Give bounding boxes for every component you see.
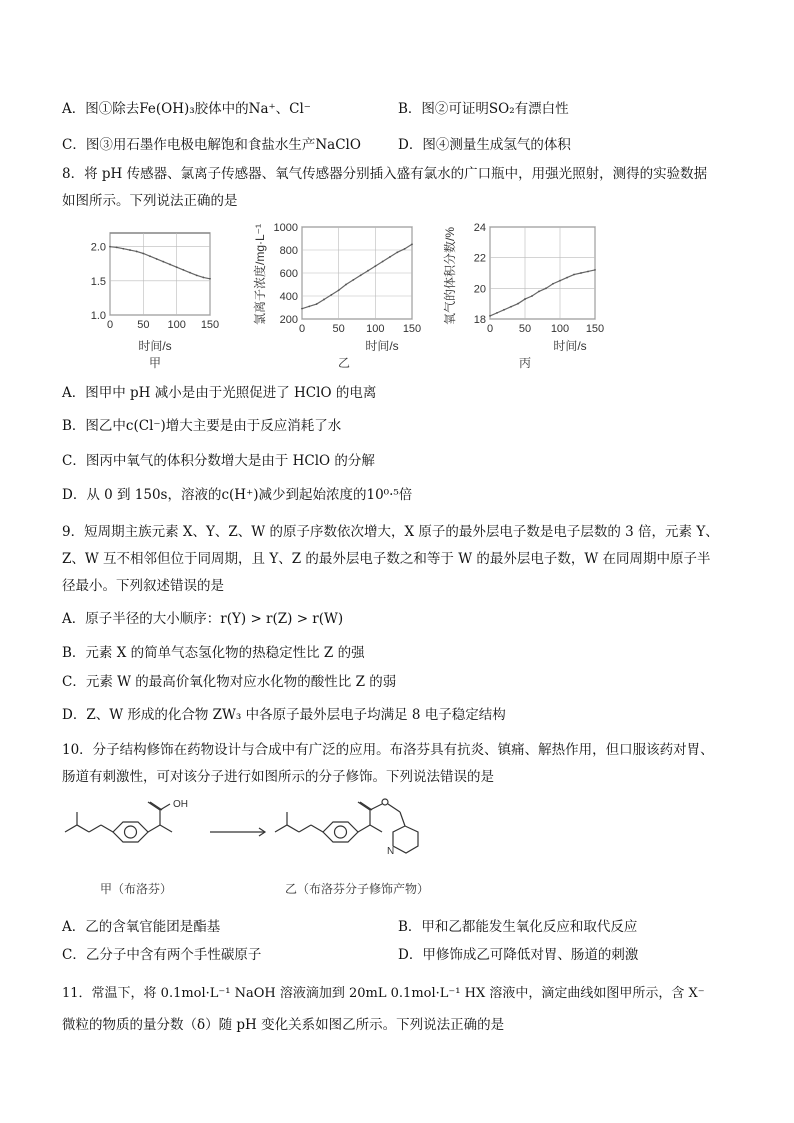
x-tick-label: 150: [200, 319, 220, 331]
data-point: [538, 291, 540, 293]
q9-option-b: B．元素 X 的简单气态氢化物的热稳定性比 Z 的强: [62, 645, 365, 661]
q7-option-a: A．图①除去Fe(OH)₃胶体中的Na⁺、Cl⁻: [62, 101, 311, 117]
data-point: [531, 295, 533, 297]
data-point: [374, 265, 376, 267]
data-point: [489, 315, 491, 317]
series-line: [490, 270, 595, 316]
x-tick-label: 0: [298, 323, 306, 335]
q10-option-d: D．甲修饰成乙可降低对胃、肠道的刺激: [398, 947, 639, 963]
q9-stem-line3: 径最小。下列叙述错误的是: [62, 578, 224, 594]
data-point: [323, 299, 325, 301]
q10-option-a: A．乙的含氧官能团是酯基: [62, 919, 221, 935]
n-label: N: [387, 846, 395, 857]
y-tick-label: 24: [473, 222, 486, 234]
x-tick-label: 0: [486, 323, 494, 335]
q8-stem-line2: 如图所示。下列说法正确的是: [62, 193, 238, 209]
data-point: [149, 255, 151, 257]
data-point: [503, 309, 505, 311]
chart-yi: [252, 215, 427, 370]
q9-option-a: A．原子半径的大小顺序：r(Y) > r(Z) > r(W): [62, 611, 344, 627]
caption-ibuprofen: 甲（布洛芬）: [100, 882, 173, 896]
data-point: [189, 272, 191, 274]
data-point: [524, 298, 526, 300]
chart-jia-xlabel: 时间/s: [138, 339, 172, 353]
data-point: [382, 261, 384, 263]
x-tick-label: 50: [332, 323, 345, 335]
data-point: [169, 264, 171, 266]
x-tick-label: 100: [366, 323, 385, 335]
y-tick-label: 20: [473, 283, 486, 296]
q10-stem-line2: 肠道有刺激性，可对该分子进行如图所示的分子修饰。下列说法错误的是: [62, 769, 494, 785]
q8-stem-line1: 8．将 pH 传感器、氯离子传感器、氧气传感器分别插入盛有氯水的广口瓶中，用强光照射，测得的实验数据: [62, 166, 708, 182]
caption-product: 乙（布洛芬分子修饰产物）: [285, 882, 430, 896]
q9-option-d: D．Z、W 形成的化合物 ZW₃ 中各原子最外层电子均满足 8 电子稳定结构: [62, 707, 506, 723]
chart-jia: [60, 215, 235, 370]
q8-option-b: B．图乙中c(Cl⁻)增大主要是由于反应消耗了水: [62, 418, 342, 434]
y-tick-label: 1000: [273, 222, 298, 234]
ibuprofen-structure: [65, 802, 172, 842]
x-tick-label: 150: [402, 323, 422, 335]
y-tick-label: 400: [279, 291, 298, 303]
data-point: [142, 253, 144, 255]
x-tick-label: 150: [585, 323, 605, 335]
x-tick-label: 100: [167, 319, 186, 331]
data-point: [162, 261, 164, 263]
chart-bing-xlabel: 时间/s: [553, 339, 587, 353]
data-point: [129, 249, 131, 251]
x-tick-label: 50: [137, 319, 150, 331]
data-point: [176, 266, 178, 268]
data-point: [389, 256, 391, 258]
q10-option-c: C．乙分子中含有两个手性碳原子: [62, 947, 262, 963]
data-point: [156, 258, 158, 260]
data-point: [301, 308, 303, 310]
y-tick-label: 18: [473, 314, 486, 326]
x-tick-label: 0: [106, 319, 114, 331]
q8-option-a: A．图甲中 pH 减小是由于光照促进了 HClO 的电离: [62, 385, 377, 401]
q7-option-c: C．图③用石墨作电极电解饱和食盐水生产NaClO: [62, 137, 361, 153]
q11-stem-line2: 微粒的物质的量分数（δ）随 pH 变化关系如图乙所示。下列说法正确的是: [62, 1017, 505, 1033]
q10-stem-line1: 10．分子结构修饰在药物设计与合成中有广泛的应用。布洛芬具有抗炎、镇痛、解热作用，但口服该药对胃、: [62, 742, 714, 758]
data-point: [510, 306, 512, 308]
oh-label: OH: [173, 799, 188, 810]
data-point: [116, 246, 118, 248]
data-point: [196, 274, 198, 276]
data-point: [122, 248, 124, 250]
data-point: [352, 279, 354, 281]
data-point: [136, 251, 138, 253]
y-tick-label: 600: [279, 268, 298, 280]
q10-option-b: B．甲和乙都能发生氧化反应和取代反应: [398, 919, 638, 935]
chart-bing-caption: 丙: [518, 356, 532, 370]
y-tick-label: 800: [279, 245, 298, 257]
ester-structure: [275, 799, 418, 853]
x-tick-label: 100: [550, 323, 570, 335]
data-point: [573, 274, 575, 276]
q11-stem-line1: 11．常温下，将 0.1mol·L⁻¹ NaOH 溶液滴加到 20mL 0.1mol·L⁻¹ HX 溶液中，滴定曲线如图甲所示，含 X⁻: [62, 986, 705, 1001]
data-point: [367, 270, 369, 272]
chart-bing: [440, 215, 615, 370]
q9-stem-line1: 9．短周期主族元素 X、Y、Z、W 的原子序数依次增大，X 原子的最外层电子数是电子层数的 3 倍，元素 Y、: [62, 524, 719, 540]
data-point: [580, 272, 582, 274]
data-point: [587, 271, 589, 273]
y-tick-label: 1.0: [90, 310, 106, 322]
chart-yi-ylabel: 氯离子浓度/mg·L⁻¹: [253, 223, 267, 325]
y-tick-label: 2.0: [90, 241, 106, 254]
data-point: [202, 277, 204, 279]
data-point: [209, 278, 211, 280]
q8-option-c: C．图丙中氧气的体积分数增大是由于 HClO 的分解: [62, 453, 375, 469]
series-line: [302, 244, 412, 308]
q8-option-d: D．从 0 到 150s，溶液的c(H⁺)减少到起始浓度的10⁰·⁵倍: [62, 487, 413, 503]
series-line: [110, 247, 210, 279]
x-tick-label: 50: [518, 323, 532, 335]
data-point: [411, 243, 413, 245]
data-point: [396, 251, 398, 253]
data-point: [566, 277, 568, 279]
data-point: [345, 284, 347, 286]
y-tick-label: 200: [279, 314, 298, 326]
data-point: [559, 280, 561, 282]
data-point: [182, 269, 184, 271]
chart-bing-ylabel: 氧气的体积分数/%: [443, 226, 457, 325]
data-point: [338, 289, 340, 291]
q9-stem-line2: Z、W 互不相邻但位于同周期，且 Y、Z 的最外层电子数之和等于 W 的最外层电子数，W 在同周期中原子半: [62, 551, 711, 567]
data-point: [109, 246, 111, 248]
reaction-arrow: [210, 828, 265, 836]
data-point: [404, 248, 406, 250]
data-point: [330, 294, 332, 296]
chart-jia-caption: 甲: [148, 356, 162, 370]
data-point: [496, 312, 498, 314]
data-point: [316, 303, 318, 305]
data-point: [594, 269, 596, 271]
chart-yi-caption: 乙: [337, 356, 351, 370]
q9-option-c: C．元素 W 的最高价氧化物对应水化物的酸性比 Z 的弱: [62, 674, 397, 690]
q7-option-d: D．图④测量生成氢气的体积: [398, 137, 571, 153]
chart-yi-xlabel: 时间/s: [365, 339, 399, 353]
data-point: [308, 305, 310, 307]
q7-option-b: B．图②可证明SO₂有漂白性: [398, 101, 569, 117]
y-tick-label: 1.5: [90, 275, 106, 288]
data-point: [360, 274, 362, 276]
ibuprofen-scheme: [60, 790, 480, 910]
plot-frame: [110, 233, 210, 315]
data-point: [545, 287, 547, 289]
data-point: [517, 303, 519, 305]
y-tick-label: 22: [473, 252, 486, 265]
data-point: [552, 283, 554, 285]
